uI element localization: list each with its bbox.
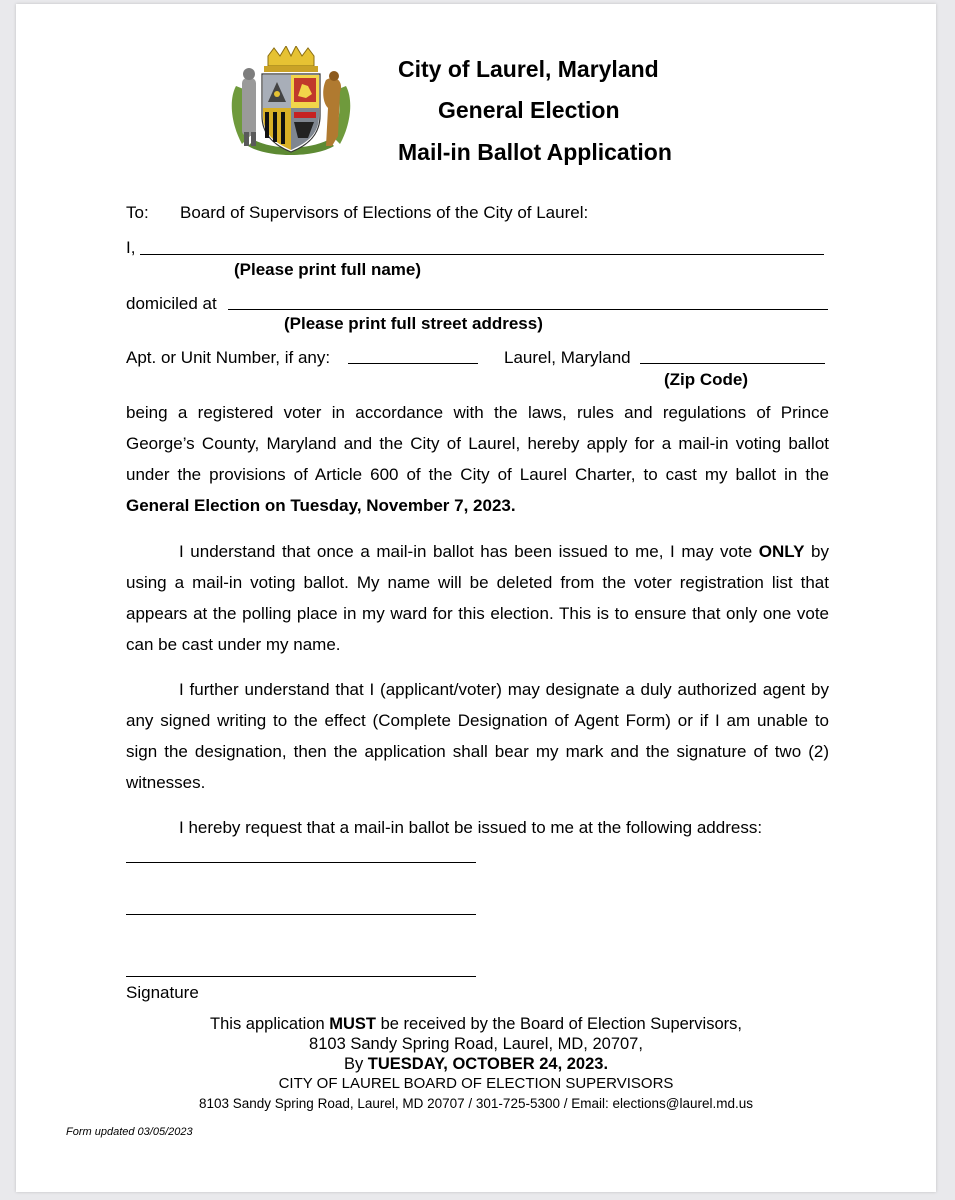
zip-code-field[interactable] (640, 348, 825, 364)
paragraph-understanding-text-a: I understand that once a mail-in ballot has been issued to me, I may vote (179, 542, 759, 561)
to-recipient: Board of Supervisors of Elections of the City of Laurel: (180, 203, 589, 222)
form-page (16, 4, 936, 1192)
to-label: To: (126, 203, 149, 222)
form-updated-note: Form updated 03/05/2023 (66, 1126, 193, 1138)
city-label: Laurel, Maryland (504, 348, 631, 367)
city-crest-logo (228, 46, 354, 158)
footer-deadline-line (16, 1054, 936, 1074)
mailing-address-line-2[interactable] (126, 914, 476, 915)
footer-line1-a: This application (210, 1015, 330, 1033)
apt-number-field[interactable] (348, 348, 478, 364)
domiciled-label: domiciled at (126, 294, 217, 313)
title-line-application: Mail-in Ballot Application (398, 139, 672, 165)
footer-address-line: 8103 Sandy Spring Road, Laurel, MD, 20707, (309, 1035, 643, 1053)
paragraph-understanding (126, 536, 829, 660)
name-caption: (Please print full name) (234, 260, 422, 279)
signature-label: Signature (126, 983, 199, 1002)
mailing-address-line-1[interactable] (126, 862, 476, 863)
name-label: I, (126, 238, 136, 257)
paragraph-agent-text: I further understand that I (applicant/voter) may designate a duly authorized agent by any signed writing to the effect (Complete Designation of Agent Form) or if I am unable to sign the designation, then the application shall bear my mark and the signature of two (2) witnesses. (126, 680, 829, 792)
apt-label: Apt. or Unit Number, if any: (126, 348, 331, 367)
paragraph-agent (126, 674, 829, 798)
election-date-bold: General Election on Tuesday, November 7, 2023. (126, 496, 516, 515)
footer-line1-b: be received by the Board of Election Supervisors, (376, 1015, 742, 1033)
zip-caption: (Zip Code) (664, 370, 749, 389)
footer-by: By (343, 1055, 368, 1073)
paragraph-understanding-text-b: by using a mail-in voting ballot. My name will be deleted from the voter registration list that appears at the polling place in my ward for this election. This is to ensure that only one vote can be cast under my name. (126, 542, 829, 654)
footer-must-bold: MUST (329, 1015, 377, 1033)
title-line-election: General Election (438, 97, 620, 123)
footer-line-must (16, 1014, 936, 1034)
paragraph-request: I hereby request that a mail-in ballot be issued to me at the following address: (179, 818, 763, 837)
footer-deadline-date: TUESDAY, OCTOBER 24, 2023. (367, 1055, 609, 1073)
title-line-city: City of Laurel, Maryland (398, 56, 659, 82)
only-emphasis: ONLY (758, 542, 805, 561)
footer-contact-line: 8103 Sandy Spring Road, Laurel, MD 20707 / 301-725-5300 / Email: elections@laurel.md.us (198, 1096, 754, 1111)
full-name-field[interactable] (140, 239, 824, 255)
address-caption: (Please print full street address) (284, 314, 543, 333)
paragraph-registration (126, 397, 829, 521)
footer-deadline-notice (16, 1014, 936, 1114)
footer-board-name: CITY OF LAUREL BOARD OF ELECTION SUPERVISORS (278, 1075, 674, 1092)
paragraph-registration-text: being a registered voter in accordance with the laws, rules and regulations of Prince George’s County, Maryland and the City of Laurel, hereby apply for a mail-in voting ballot under the provisions of Article 600 of the City of Laurel Charter, to cast my ballot in the (126, 403, 829, 484)
